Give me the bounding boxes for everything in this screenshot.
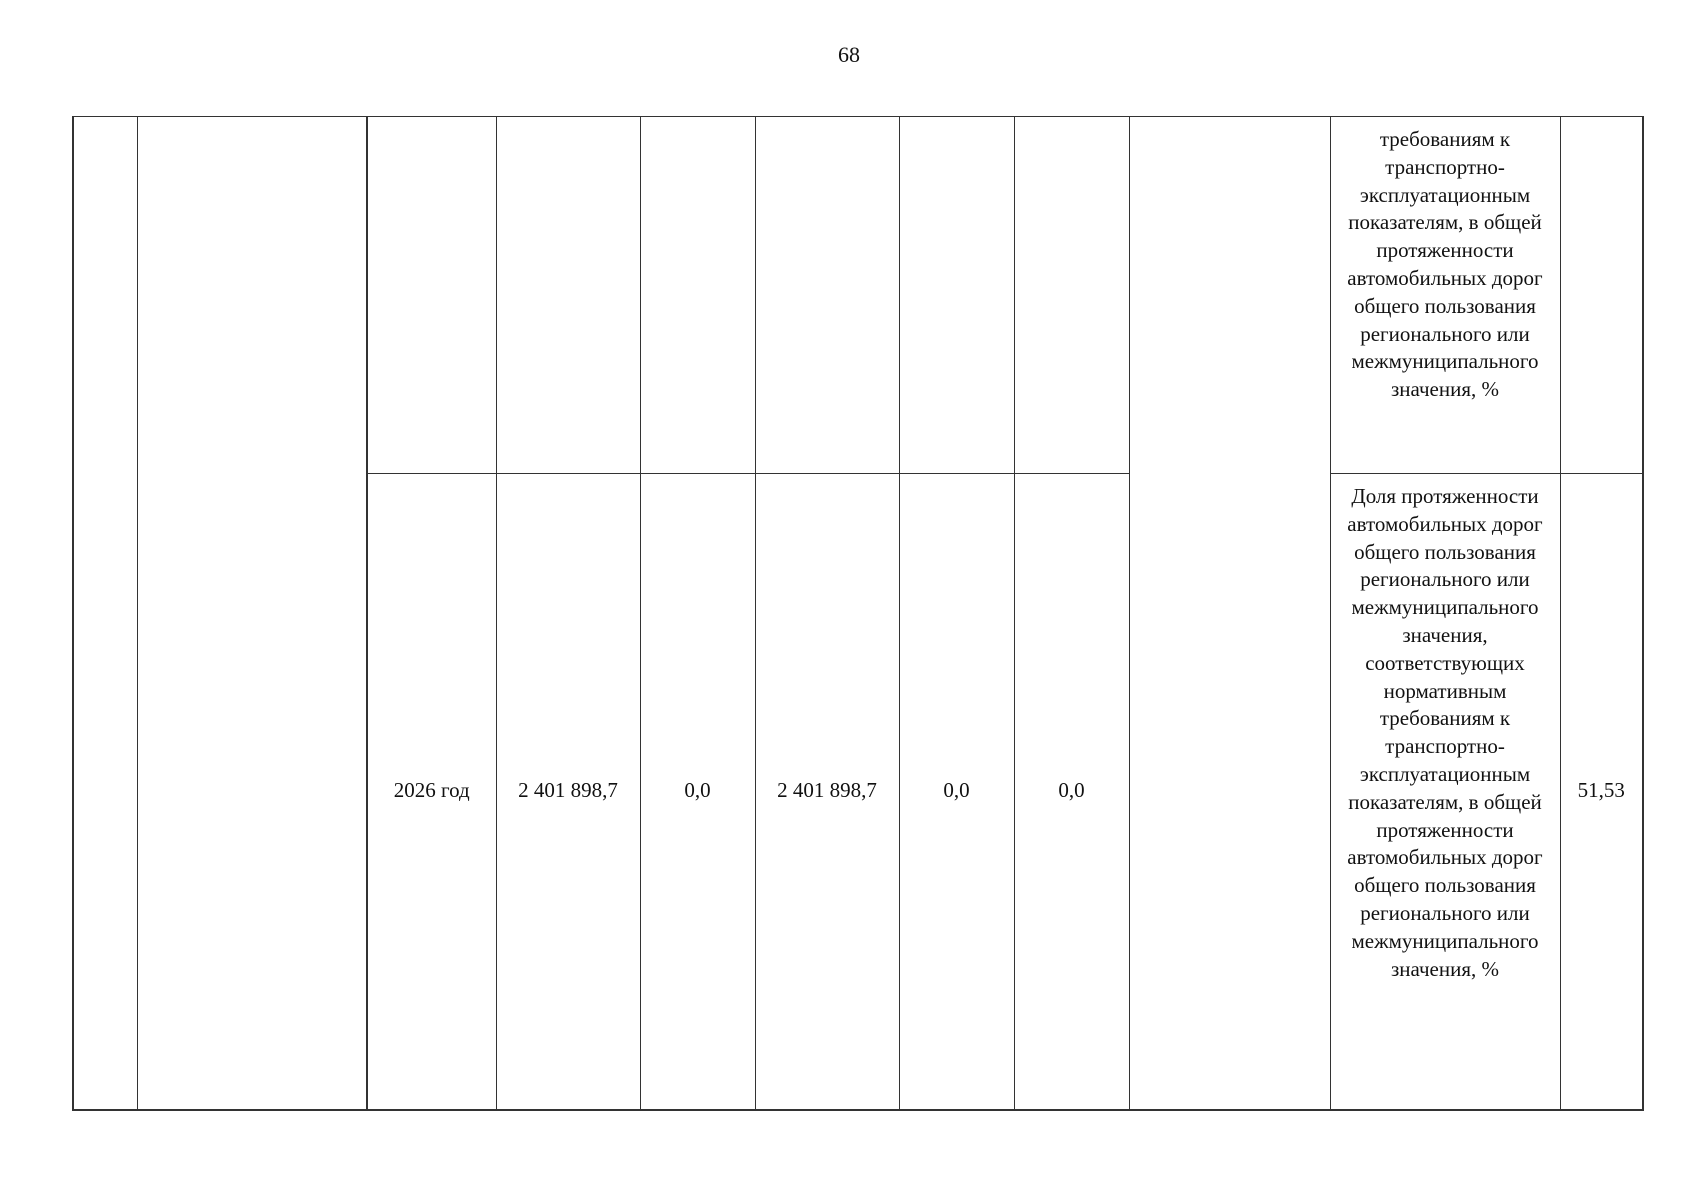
regional-cell: 2 401 898,7 [755,474,899,1110]
total-cell: 2 401 898,7 [496,474,640,1110]
federal-cell: 0,0 [640,474,755,1110]
result-cell [1129,117,1330,1110]
other-cell: 0,0 [1014,474,1129,1110]
table-row [73,117,1643,474]
year-cell: 2026 год [367,474,496,1110]
regional-cell [755,117,899,474]
year-cell [367,117,496,474]
indicator-value-cell: 51,53 [1560,474,1643,1110]
other-cell [1014,117,1129,474]
total-cell [496,117,640,474]
indicator-name-cell: Доля протяженности автомобильных дорог общего пользования регионального или межмуниципального значения, соответствующих нормативным требованиям к транспортно-эксплуатационным показателям, в общей протяженности автомобильных дорог общего пользования регионального или межмуниципального значения, % [1330,474,1560,1110]
indicator-value-cell [1560,117,1643,474]
number-cell [73,117,137,1110]
page-number: 68 [838,42,860,67]
municipal-cell: 0,0 [899,474,1014,1110]
indicator-name-cell: требованиям к транспортно-эксплуатационным показателям, в общей протяженности автомобильных дорог общего пользования регионального или межмуниципального значения, % [1330,117,1560,474]
name-cell [137,117,367,1110]
federal-cell [640,117,755,474]
program-table [72,116,1644,1111]
municipal-cell [899,117,1014,474]
